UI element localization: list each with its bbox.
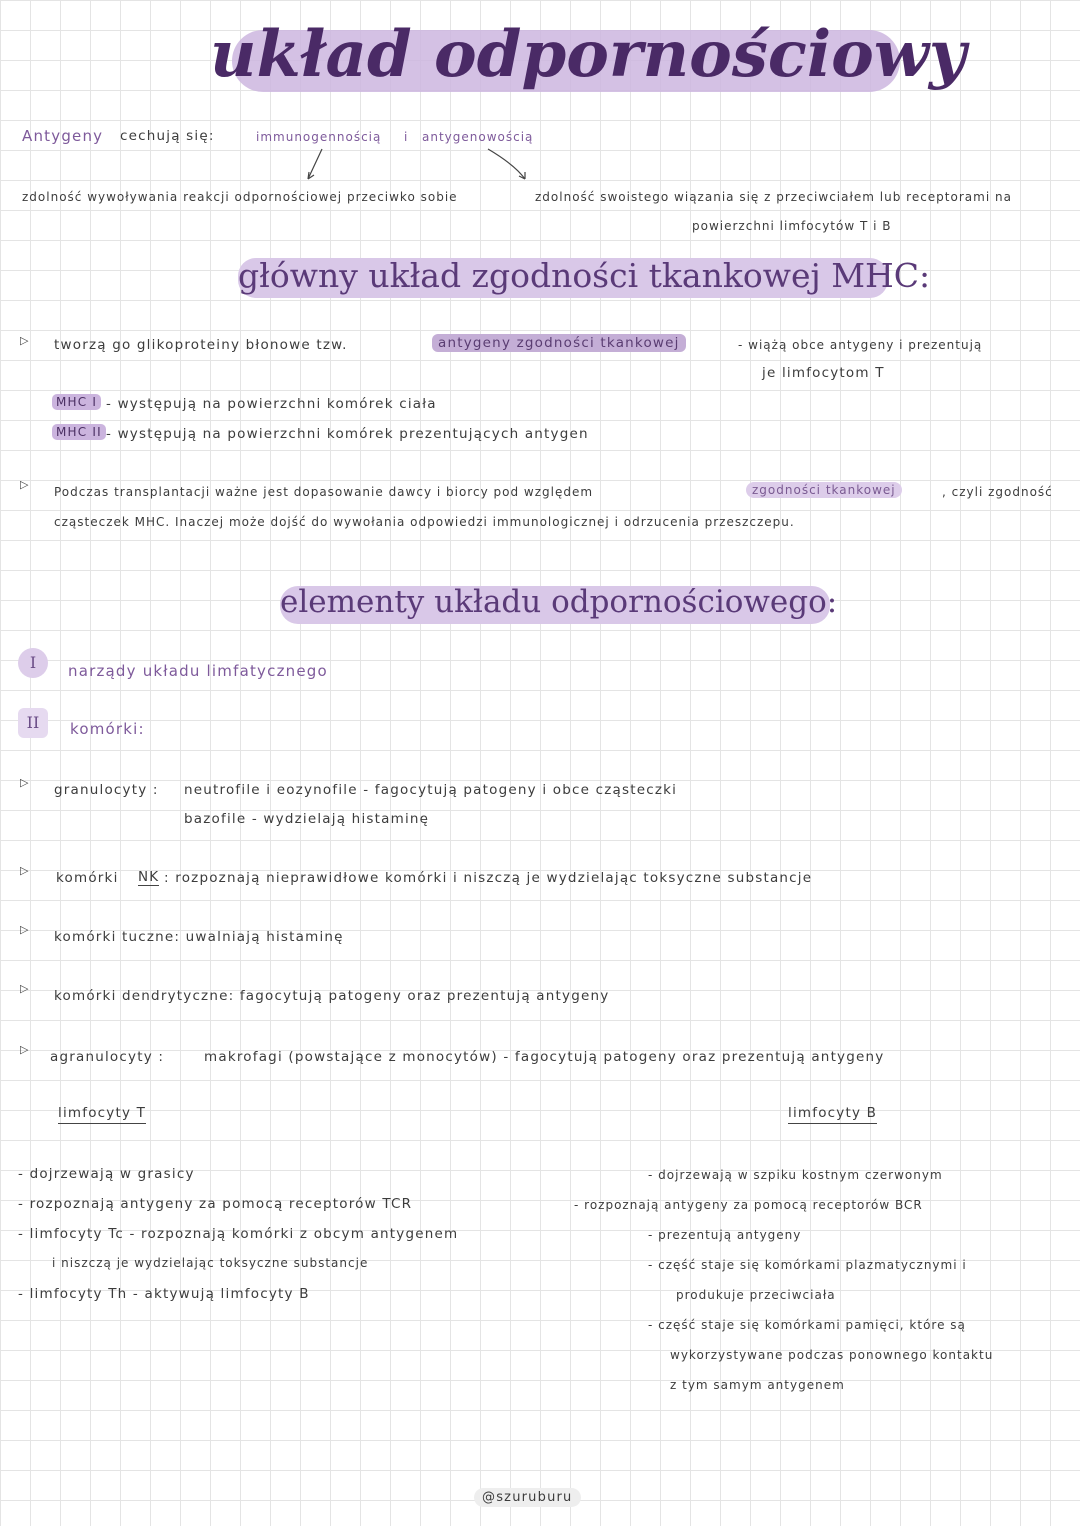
bullet-arrow-icon: ▷ — [20, 776, 29, 789]
mhc-p2-highlight: zgodności tkankowej — [746, 482, 902, 498]
nk-label-b: NK — [138, 869, 160, 885]
mhc1-text: - występują na powierzchni komórek ciała — [106, 396, 437, 412]
antigens-verb: cechują się: — [120, 128, 215, 144]
bullet-arrow-icon: ▷ — [20, 478, 29, 491]
antigens-prop1: immunogennością — [256, 130, 382, 144]
roman-numeral-i: I — [18, 648, 48, 678]
lymphocytes-b-line4: - część staje się komórkami plazmatycznymi i — [648, 1258, 967, 1272]
granulocytes-label: granulocyty : — [54, 782, 159, 798]
mast-cells: komórki tuczne: uwalniają histaminę — [54, 929, 344, 945]
organs-label: narządy układu limfatycznego — [68, 662, 328, 680]
mhc2-text: - występują na powierzchni komórek prezentujących antygen — [106, 426, 589, 442]
lymphocytes-t-line3: - limfocyty Tc - rozpoznają komórki z obcym antygenem — [18, 1226, 459, 1242]
granulocytes-line1: neutrofile i eozynofile - fagocytują patogeny i obce cząsteczki — [184, 782, 678, 798]
elements-header: elementy układu odpornościowego: — [280, 584, 838, 620]
agranulocytes-label: agranulocyty : — [50, 1049, 165, 1065]
mhc-p1-b: - wiążą obce antygeny i prezentują — [738, 338, 983, 352]
agranulocytes-text: makrofagi (powstające z monocytów) - fagocytują patogeny oraz prezentują antygeny — [204, 1049, 885, 1065]
bullet-arrow-icon: ▷ — [20, 982, 29, 995]
bullet-arrow-icon: ▷ — [20, 334, 29, 347]
lymphocytes-b-line2: - rozpoznają antygeny za pomocą receptorów BCR — [574, 1198, 923, 1212]
mhc-p2-b: , czyli zgodność — [942, 485, 1053, 499]
roman-numeral-ii: II — [18, 708, 48, 738]
lymphocytes-b-line3: - prezentują antygeny — [648, 1228, 802, 1242]
antigens-def2-line2: powierzchni limfocytów T i B — [692, 219, 892, 233]
bullet-arrow-icon: ▷ — [20, 1043, 29, 1056]
nk-label-a: komórki — [56, 870, 119, 886]
lymphocytes-b-line5b: wykorzystywane podczas ponownego kontaktu — [670, 1348, 994, 1362]
bullet-arrow-icon: ▷ — [20, 923, 29, 936]
granulocytes-line2: bazofile - wydzielają histaminę — [184, 811, 430, 827]
mhc-p2-c: cząsteczek MHC. Inaczej może dojść do wywołania odpowiedzi immunologicznej i odrzucenia przeszczepu. — [54, 515, 795, 529]
antigens-prop2: antygenowością — [422, 130, 534, 144]
mhc-p1-c: je limfocytom T — [762, 365, 885, 381]
lymphocytes-t-title: limfocyty T — [58, 1105, 146, 1124]
antigens-def2-line1: zdolność swoistego wiązania się z przeciwciałem lub receptorami na — [535, 190, 1012, 204]
lymphocytes-t-line4: - limfocyty Th - aktywują limfocyty B — [18, 1286, 310, 1302]
definition-arrows — [300, 145, 560, 185]
antigens-def1: zdolność wywoływania reakcji odpornościowej przeciwko sobie — [22, 190, 458, 204]
mhc1-tag: MHC I — [52, 394, 101, 410]
lymphocytes-b-title: limfocyty B — [788, 1105, 877, 1124]
mhc-header: główny układ zgodności tkankowej MHC: — [238, 256, 931, 295]
nk-description: : rozpoznają nieprawidłowe komórki i niszczą je wydzielając toksyczne substancje — [164, 870, 813, 886]
lymphocytes-t-line3b: i niszczą je wydzielając toksyczne substancje — [52, 1256, 369, 1270]
lymphocytes-t-line2: - rozpoznają antygeny za pomocą receptorów TCR — [18, 1196, 413, 1212]
bullet-arrow-icon: ▷ — [20, 864, 29, 877]
mhc-p1-a: tworzą go glikoproteiny błonowe tzw. — [54, 337, 348, 353]
page-title: układ odpornościowy — [210, 17, 967, 92]
antigens-label: Antygeny — [22, 127, 104, 145]
cells-label: komórki: — [70, 720, 145, 738]
dendritic-cells: komórki dendrytyczne: fagocytują patogeny oraz prezentują antygeny — [54, 988, 610, 1004]
mhc2-tag: MHC II — [52, 424, 106, 440]
lymphocytes-b-line5: - część staje się komórkami pamięci, które są — [648, 1318, 966, 1332]
lymphocytes-t-line1: - dojrzewają w grasicy — [18, 1166, 195, 1182]
antigens-and: i — [404, 130, 409, 144]
mhc-p2-a: Podczas transplantacji ważne jest dopasowanie dawcy i biorcy pod względem — [54, 485, 594, 499]
mhc-p1-highlight: antygeny zgodności tkankowej — [432, 334, 686, 352]
author-handle: @szuruburu — [474, 1488, 581, 1507]
lymphocytes-b-line1: - dojrzewają w szpiku kostnym czerwonym — [648, 1168, 943, 1182]
lymphocytes-b-line5c: z tym samym antygenem — [670, 1378, 845, 1392]
lymphocytes-b-line4b: produkuje przeciwciała — [676, 1288, 836, 1302]
